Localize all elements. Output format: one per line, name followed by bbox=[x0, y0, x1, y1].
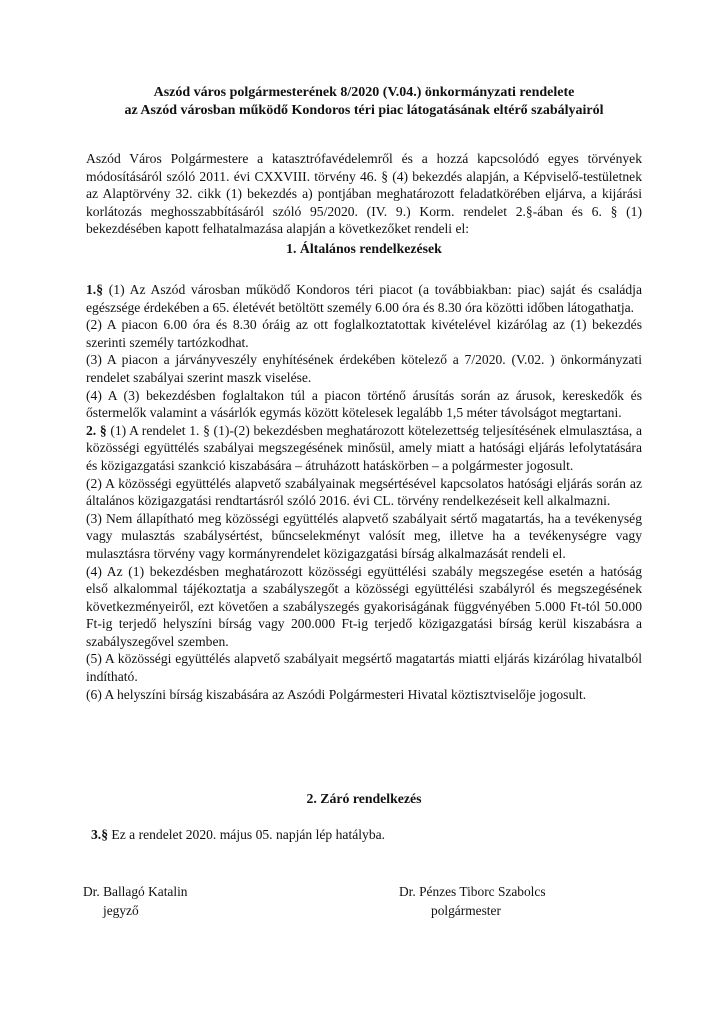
paragraph-1-3: (3) A piacon a járványveszély enyhítésének érdekében kötelező a 7/2020. (V.02. ) önkormányzati rendelet szabályai szerint maszk viselése. bbox=[86, 352, 642, 385]
preamble bbox=[86, 150, 642, 238]
signature-notary bbox=[83, 882, 188, 920]
paragraph-3 bbox=[91, 826, 647, 844]
paragraph-1-4: (4) A (3) bekezdésben foglaltakon túl a piacon történő árusítás során az árusok, kereskedők és őstermelők valamint a vásárlók egymás között kötelesek legalább 1,5 méter távolságot megtartani. bbox=[86, 387, 642, 421]
paragraph-1-1 bbox=[86, 281, 642, 316]
section-marker-3: 3.§ bbox=[91, 827, 108, 842]
preamble-text: Aszód Város Polgármestere a katasztrófavédelemről és a hozzá kapcsolódó egyes törvények módosításáról szóló 2011. évi CXXVIII. törvény 46. § (4) bekezdés alapján, a Képviselő-testületnek az Alaptörvény 32. cikk (1) bekezdés a) pontjában meghatározott feladatkörében eljárva, a kijárási korlátozás meghosszabbításáról szóló 95/2020. (IV. 9.) Korm. rendelet 2.§-ában és 6. § (1) bekezdésében kapott felhatalmazása alapján a következőket rendeli el: bbox=[86, 151, 642, 237]
signature-mayor bbox=[399, 882, 546, 920]
section-2-heading: 2. Záró rendelkezés bbox=[306, 791, 422, 806]
paragraph-2-5: (5) A közösségi együttélés alapvető szabályait megsértő magatartás miatti eljárás kizárólag hivatalból indítható. bbox=[86, 651, 642, 685]
section-1-heading: 1. Általános rendelkezések bbox=[286, 241, 442, 256]
signature-role: polgármester bbox=[431, 903, 501, 918]
signature-name: Dr. Ballagó Katalin bbox=[83, 884, 188, 899]
paragraph-3-text: Ez a rendelet 2020. május 05. napján lép hatályba. bbox=[108, 827, 386, 842]
paragraph-1-2: (2) A piacon 6.00 óra és 8.30 óráig az ott foglalkoztatottak kivételével kizárólag az (1) bekezdés szerinti személy tartózkodhat. bbox=[86, 317, 642, 350]
signature-role: jegyző bbox=[103, 903, 139, 918]
title-line-1: Aszód város polgármesterének 8/2020 (V.04.) önkormányzati rendelete bbox=[153, 85, 575, 100]
section-marker-1: 1.§ bbox=[86, 282, 103, 297]
paragraph-2-1 bbox=[86, 422, 642, 475]
paragraph-2-4: (4) Az (1) bekezdésben meghatározott közösségi együttélési szabály megszegése esetén a hatóság első alkalommal tájékoztatja a szabályszegőt a közösségi együttélési szabályról és megszegésének következményeiről, ezt követően a szabályszegés gyakoriságának függvényében 5.000 Ft-tól 50.000 Ft-ig terjedő helyszíni bírság vagy 200.000 Ft-ig terjedő közigazgatási bírság kerül kiszabásra a szabályszegővel szemben. bbox=[86, 563, 642, 649]
section-3-body bbox=[91, 826, 647, 844]
document-title bbox=[86, 84, 642, 120]
paragraph-2-6: (6) A helyszíni bírság kiszabására az Aszódi Polgármesteri Hivatal köztisztviselője jogosult. bbox=[86, 686, 587, 702]
title-line-2: az Aszód városban működő Kondoros téri piac látogatásának eltérő szabályairól bbox=[124, 103, 604, 118]
paragraph-2-1-text: (1) A rendelet 1. § (1)-(2) bekezdésben meghatározott kötelezettség teljesítésének elmulasztása, a közösségi együttélés szabályai megszegésének minősül, amely miatt a hatósági eljárás lefolytatására és közigazgatási szankció kiszabására – átruházott hatáskörben – a polgármester jogosult. bbox=[86, 422, 643, 473]
section-1-body bbox=[86, 281, 642, 703]
signature-name: Dr. Pénzes Tiborc Szabolcs bbox=[399, 884, 546, 899]
section-marker-2: 2. § bbox=[86, 422, 107, 438]
paragraph-1-1-text: (1) Az Aszód városban működő Kondoros téri piacot (a továbbiakban: piac) saját és családja egészsége érdekében a 65. életévét betöltött személy 6.00 óra és 8.30 óra közötti időben látogathatja. bbox=[86, 282, 642, 315]
paragraph-2-3: (3) Nem állapítható meg közösségi együttélés alapvető szabályait sértő magatartás, ha a tevékenység vagy mulasztás szabálysértést, bűncselekményt valósít meg, illetve ha a tevékenységre vagy mulasztásra törvény vagy kormányrendelet közigazgatási bírság alkalmazását rendeli el. bbox=[86, 510, 642, 561]
paragraph-2-2: (2) A közösségi együttélés alapvető szabályainak megsértésével kapcsolatos hatósági eljárás során az általános közigazgatási rendtartásról szóló 2016. évi CL. törvény rendelkezéseit kell alkalmazni. bbox=[86, 475, 642, 509]
